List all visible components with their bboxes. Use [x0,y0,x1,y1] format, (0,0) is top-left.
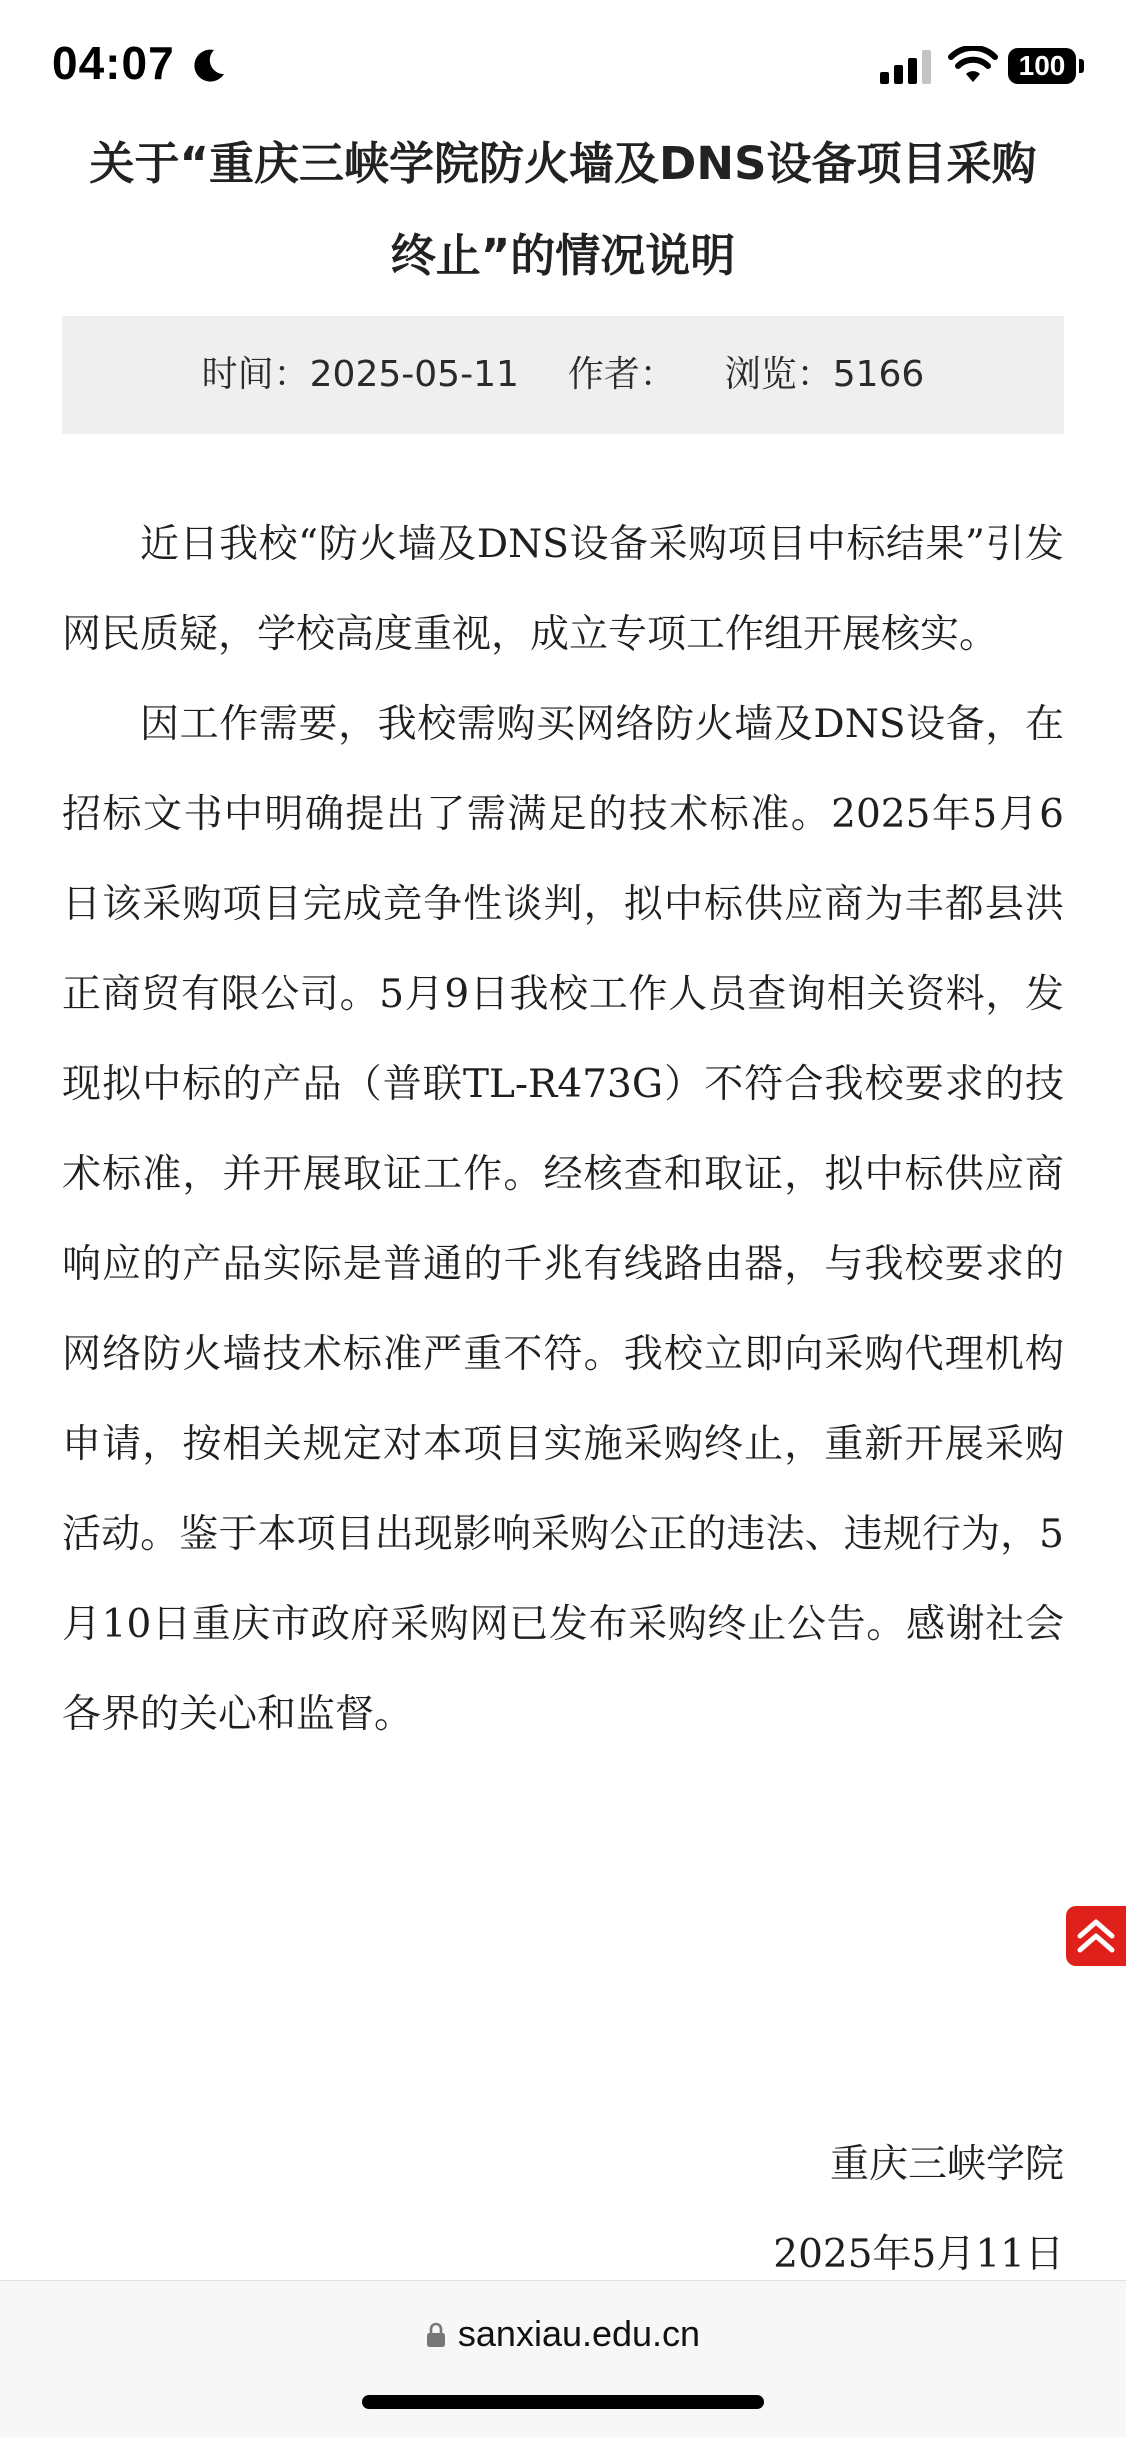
status-bar [0,0,1126,124]
browser-address-bar [0,2280,1126,2437]
paragraph-2: 因工作需要，我校需购买网络防火墙及DNS设备，在招标文书中明确提出了需满足的技术标准。2025年5月6日该采购项目完成竞争性谈判，拟中标供应商为丰都县洪正商贸有限公司。5月9日我校工作人员查询相关资料，发现拟中标的产品（普联TL-R473G）不符合我校要求的技术标准，并开展取证工作。经核查和取证，拟中标供应商响应的产品实际是普通的千兆有线路由器，与我校要求的网络防火墙技术标准严重不符。我校立即向采购代理机构申请，按相关规定对本项目实施采购终止，重新开展采购活动。鉴于本项目出现影响采购公正的违法、违规行为，5月10日重庆市政府采购网已发布采购终止公告。感谢社会各界的关心和监督。 [62,702,1064,1737]
moon-icon [188,46,228,86]
meta-author-label: 作者： [567,354,676,395]
meta-views-value: 5166 [832,354,925,395]
article-meta [62,316,1064,434]
signal-icon [880,50,934,84]
article-title [40,118,1086,302]
article-body [62,500,1064,1760]
meta-views-label: 浏览： [724,354,833,395]
signature-org: 重庆三峡学院 [829,2142,1064,2187]
meta-time-value: 2025-05-11 [309,354,519,395]
signature [773,2120,1064,2300]
lock-icon [426,2322,446,2348]
battery-tip [1079,59,1084,73]
home-indicator[interactable] [362,2395,764,2409]
url-field[interactable] [0,2313,1126,2355]
battery-icon [1008,48,1086,86]
signature-date: 2025年5月11日 [773,2232,1064,2277]
status-time: 04:07 [52,37,175,89]
url-text: sanxiau.edu.cn [457,2313,701,2354]
meta-time-label: 时间： [201,354,310,395]
paragraph-1: 近日我校“防火墙及DNS设备采购项目中标结果”引发网民质疑，学校高度重视，成立专项工作组开展核实。 [62,522,1064,657]
title-line-2: 终止”的情况说明 [390,229,736,282]
title-line-1: 关于“重庆三峡学院防火墙及DNS设备项目采购 [89,137,1037,190]
double-chevron-up-icon [1072,1912,1120,1960]
back-to-top-button[interactable] [1066,1906,1126,1966]
battery-level: 100 [1008,48,1076,84]
wifi-icon [948,46,998,84]
